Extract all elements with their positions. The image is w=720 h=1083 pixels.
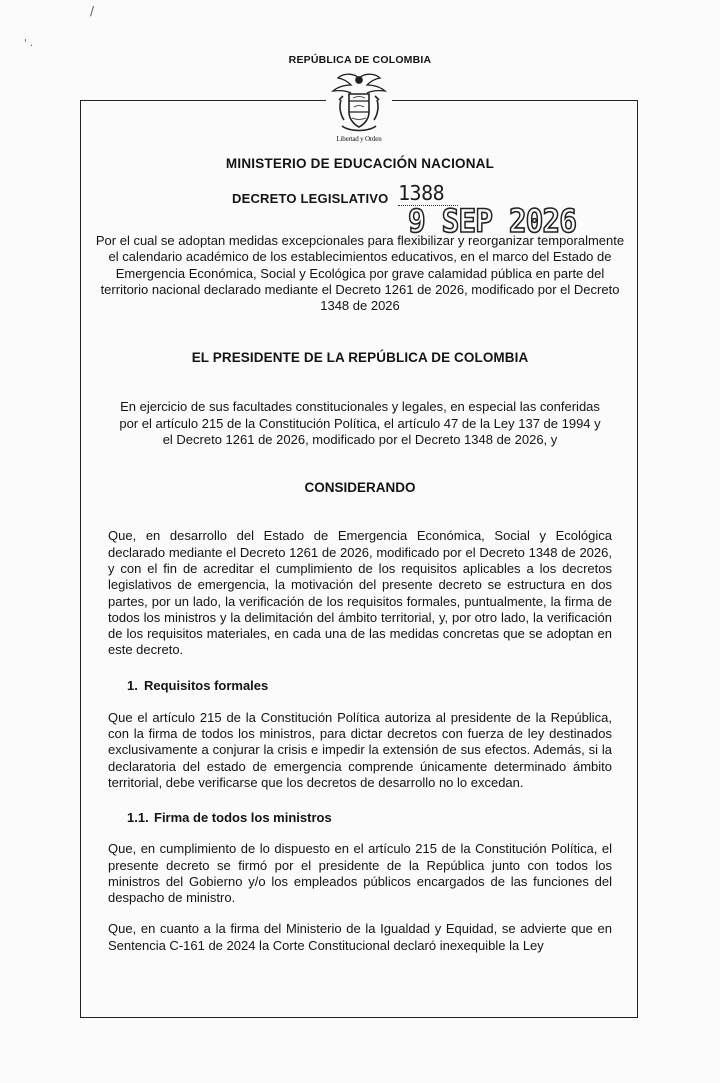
seal-motto: Libertad y Orden xyxy=(336,135,382,143)
subsection-title: Firma de todos los ministros xyxy=(154,810,332,826)
section-title: Requisitos formales xyxy=(144,677,269,693)
ministers-signature-paragraph: Que, en cumplimiento de lo dispuesto en el artículo 215 de la Constitución Política, el presente decreto se firmó por el presidente de la República junto con todos los ministros del Gobierno y/o los empleados públicos encargados de las funciones del despacho de ministro. xyxy=(108,841,612,906)
formal-requirements-paragraph: Que el artículo 215 de la Constitución Política autoriza al presidente de la República, con la firma de todos los ministros, para dictar decretos con fuerza de ley destinados exclusivamente a conjurar la crisis e impedir la extensión de sus efectos. Además, si la declaratoria del estado de emergencia comprende únicamente determinado ámbito territorial, debe verificarse que los decretos de desarrollo no lo excedan. xyxy=(108,709,612,790)
decree-number: 1388 xyxy=(398,181,458,206)
equality-ministry-paragraph: Que, en cuanto a la firma del Ministerio de la Igualdad y Equidad, se advierte que en Sentencia C-161 de 2024 la Corte Constitucional declaró inexequible la Ley xyxy=(108,921,612,953)
scan-mark-top: / xyxy=(90,4,95,18)
section-heading-formal-requirements xyxy=(108,678,612,693)
decree-line xyxy=(108,181,612,240)
intro-paragraph: Que, en desarrollo del Estado de Emergencia Económica, Social y Ecológica declarado mediante el Decreto 1261 de 2026, modificado por el Decreto 1348 de 2026, y con el fin de acreditar el cumplimiento de los requisitos aplicables a los decretos legislativos de emergencia, la motivación del presente decreto se estructura en dos partes, por un lado, la verificación de los requisitos formales, puntualmente, la firma de todos los ministros y la delimitación del ámbito territorial, y, por otro lado, la verificación de los requisitos materiales, en cada una de las medidas concretas que se adoptan en este decreto. xyxy=(108,528,612,658)
considerando-heading: CONSIDERANDO xyxy=(304,480,416,496)
section-number: 1. xyxy=(127,677,138,693)
decree-summary: Por el cual se adoptan medidas excepcionales para flexibilizar y reorganizar temporalmente el calendario académico de los establecimientos educativos, en el marco del Estado de Emergencia Económica, Social y Ecológica por grave calamidad pública en parte del territorio nacional declarado mediante el Decreto 1261 de 2026, modificado por el Decreto 1348 de 2026 xyxy=(95,233,625,314)
document-body xyxy=(95,152,625,967)
coat-of-arms-seal xyxy=(326,70,392,152)
date-stamp: 9 SEP 2026 xyxy=(408,202,577,240)
colombia-coat-of-arms-icon xyxy=(328,70,390,136)
subsection-heading-ministers-signature xyxy=(108,810,612,825)
decree-label: DECRETO LEGISLATIVO xyxy=(232,191,389,206)
president-heading: EL PRESIDENTE DE LA REPÚBLICA DE COLOMBIA xyxy=(191,350,529,366)
ministry-name: MINISTERIO DE EDUCACIÓN NACIONAL xyxy=(225,156,495,171)
scan-mark-left: ' . xyxy=(24,38,34,49)
powers-paragraph: En ejercicio de sus facultades constitucionales y legales, en especial las conferidas por el artículo 215 de la Constitución Política, el artículo 47 de la Ley 137 de 1994 y el Decreto 1261 de 2026, modificado por el Decreto 1348 de 2026, y xyxy=(119,399,601,448)
subsection-number: 1.1. xyxy=(127,810,149,826)
country-heading: REPÚBLICA DE COLOMBIA xyxy=(288,54,432,66)
